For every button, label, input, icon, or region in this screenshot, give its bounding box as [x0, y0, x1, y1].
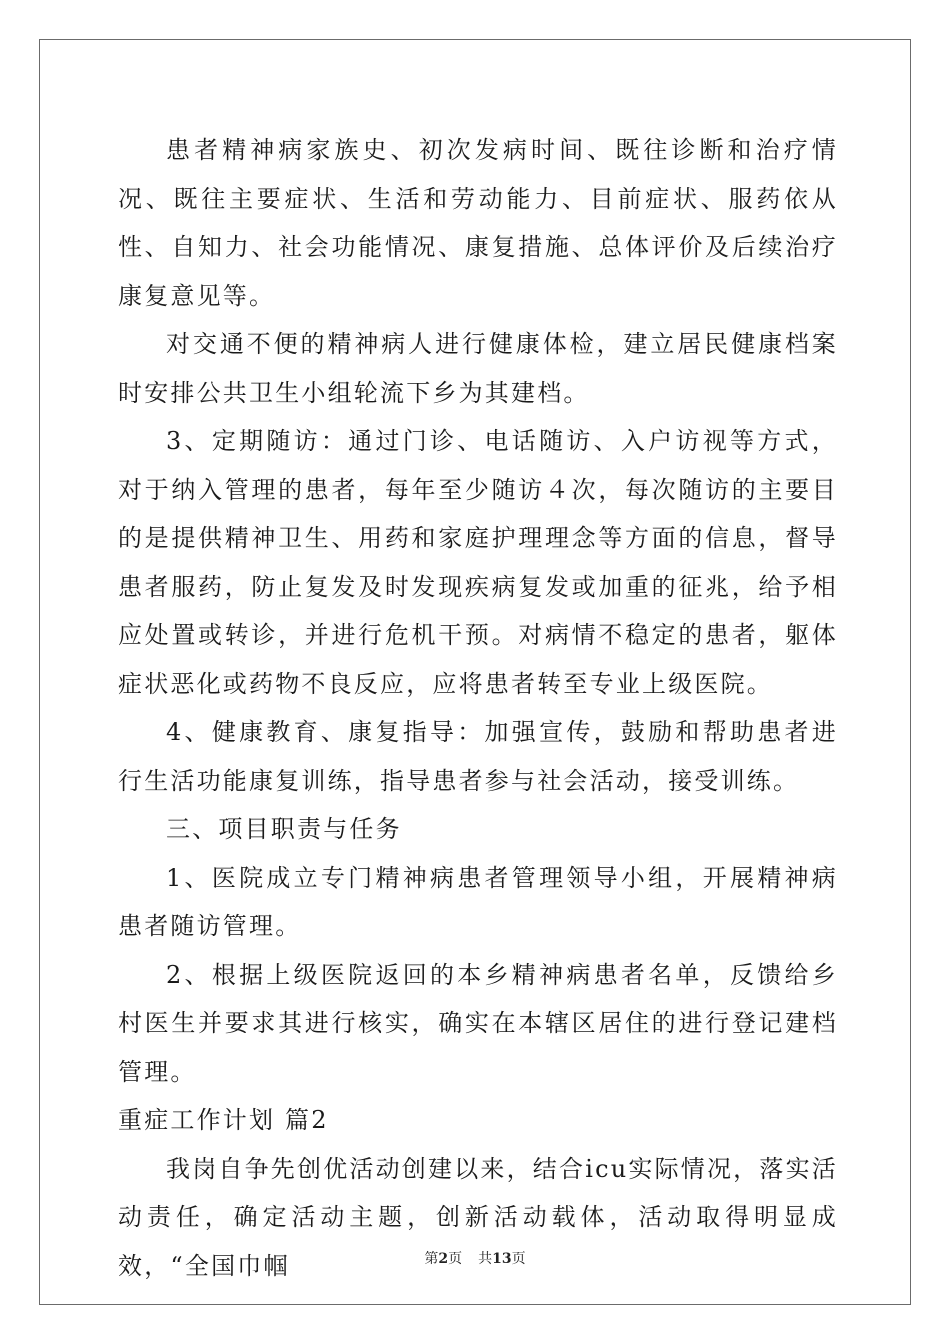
article-title: 重症工作计划 篇2 [118, 1106, 329, 1134]
page-number: 2 [438, 1251, 449, 1267]
paragraph: 3、定期随访：通过门诊、电话随访、入户访视等方式，对于纳入管理的患者，每年至少随访４次，每次随访的主要目的是提供精神卫生、用药和家庭护理理念等方面的信息，督导患者服药，防止复发及时发现疾病复发或加重的征兆，给予相应处置或转诊，并进行危机干预。对病情不稳定的患者，躯体症状恶化或药物不良反应，应将患者转至专业上级医院。 [118, 427, 838, 698]
document-body [118, 126, 838, 1290]
paragraph: 我岗自争先创优活动创建以来，结合icu实际情况，落实活动责任，确定活动主题，创新活动载体，活动取得明显成效，“全国巾帼 [118, 1154, 838, 1280]
paragraph: 4、健康教育、康复指导：加强宣传，鼓励和帮助患者进行生活功能康复训练，指导患者参与社会活动，接受训练。 [118, 718, 838, 795]
paragraph: 患者精神病家族史、初次发病时间、既往诊断和治疗情况、既往主要症状、生活和劳动能力、目前症状、服药依从性、自知力、社会功能情况、康复措施、总体评价及后续治疗康复意见等。 [118, 136, 838, 310]
page-label: 第2页 [424, 1251, 463, 1267]
paragraph: 1、医院成立专门精神病患者管理领导小组，开展精神病患者随访管理。 [118, 863, 838, 940]
total-pages: 13 [492, 1251, 512, 1267]
total-pages-label: 共13页 [478, 1251, 526, 1267]
page-footer [0, 1248, 950, 1268]
paragraph: 对交通不便的精神病人进行健康体检，建立居民健康档案时安排公共卫生小组轮流下乡为其建档。 [118, 330, 838, 407]
paragraph: 2、根据上级医院返回的本乡精神病患者名单，反馈给乡村医生并要求其进行核实，确实在本辖区居住的进行登记建档管理。 [118, 960, 838, 1086]
section-heading: 三、项目职责与任务 [166, 815, 402, 843]
